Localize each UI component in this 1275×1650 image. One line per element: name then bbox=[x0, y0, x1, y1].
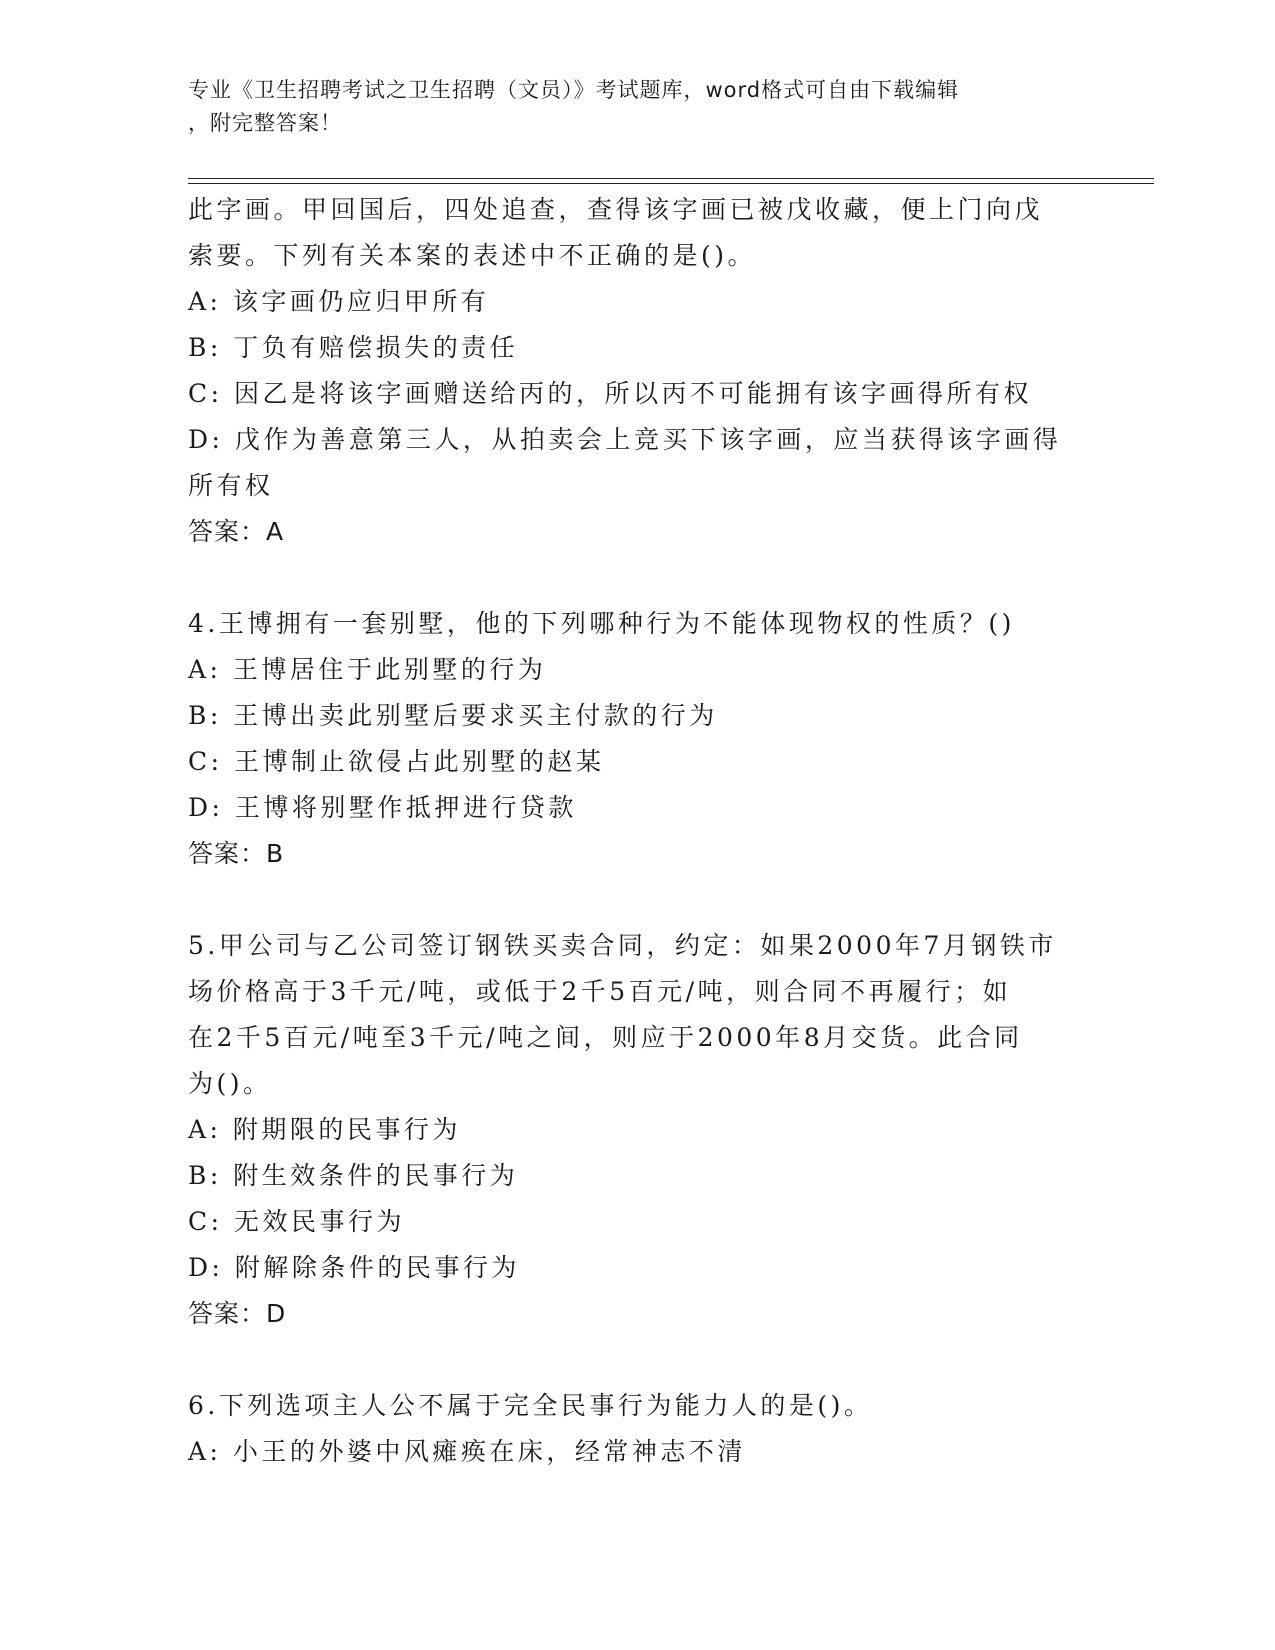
answer-label: 答案：D bbox=[188, 1299, 287, 1328]
option-d: D: 戊作为善意第三人，从拍卖会上竞买下该字画，应当获得该字画得 bbox=[188, 425, 1062, 454]
question-stem-line: 场价格高于3千元/吨，或低于2千5百元/吨，则合同不再履行；如 bbox=[188, 977, 1012, 1006]
document-body bbox=[188, 187, 1088, 1475]
document-header bbox=[188, 74, 1068, 140]
answer-label: 答案：A bbox=[188, 517, 285, 546]
question-stem-line: 此字画。甲回国后，四处追查，查得该字画已被戊收藏，便上门向戊 bbox=[188, 195, 1044, 224]
option-d: D: 王博将别墅作抵押进行贷款 bbox=[188, 793, 577, 822]
option-d-continued: 所有权 bbox=[188, 471, 274, 500]
option-c: C: 因乙是将该字画赠送给丙的，所以丙不可能拥有该字画得所有权 bbox=[188, 379, 1033, 408]
question-5 bbox=[188, 923, 1088, 1337]
question-stem-line: 6.下列选项主人公不属于完全民事行为能力人的是()。 bbox=[188, 1391, 873, 1420]
option-a: A: 小王的外婆中风瘫痪在床，经常神志不清 bbox=[188, 1437, 746, 1466]
header-rule-top bbox=[188, 178, 1154, 179]
option-b: B: 丁负有赔偿损失的责任 bbox=[188, 333, 519, 362]
option-a: A: 王博居住于此别墅的行为 bbox=[188, 655, 547, 684]
question-4 bbox=[188, 601, 1088, 877]
option-b: B: 附生效条件的民事行为 bbox=[188, 1161, 519, 1190]
header-rule-bottom bbox=[188, 183, 1154, 184]
option-c: C: 无效民事行为 bbox=[188, 1207, 405, 1236]
question-6 bbox=[188, 1383, 1088, 1475]
option-a: A: 该字画仍应归甲所有 bbox=[188, 287, 490, 316]
option-b: B: 王博出卖此别墅后要求买主付款的行为 bbox=[188, 701, 718, 730]
question-stem-line: 5.甲公司与乙公司签订钢铁买卖合同，约定：如果2000年7月钢铁市 bbox=[188, 931, 1057, 960]
option-d: D: 附解除条件的民事行为 bbox=[188, 1253, 520, 1282]
option-a: A: 附期限的民事行为 bbox=[188, 1115, 461, 1144]
spacer bbox=[188, 1337, 1088, 1383]
spacer bbox=[188, 555, 1088, 601]
question-stem-line: 索要。下列有关本案的表述中不正确的是()。 bbox=[188, 241, 757, 270]
question-3 bbox=[188, 187, 1088, 555]
question-stem-line: 4.王博拥有一套别墅，他的下列哪种行为不能体现物权的性质？() bbox=[188, 609, 1015, 638]
option-c: C: 王博制止欲侵占此别墅的赵某 bbox=[188, 747, 605, 776]
question-stem-line: 为()。 bbox=[188, 1069, 272, 1098]
header-line-1: 专业《卫生招聘考试之卫生招聘（文员）》考试题库，word格式可自由下载编辑 bbox=[188, 78, 960, 102]
answer-label: 答案：B bbox=[188, 839, 285, 868]
header-line-2: ，附完整答案！ bbox=[188, 111, 342, 135]
question-stem-line: 在2千5百元/吨至3千元/吨之间，则应于2000年8月交货。此合同 bbox=[188, 1023, 1023, 1052]
spacer bbox=[188, 877, 1088, 923]
